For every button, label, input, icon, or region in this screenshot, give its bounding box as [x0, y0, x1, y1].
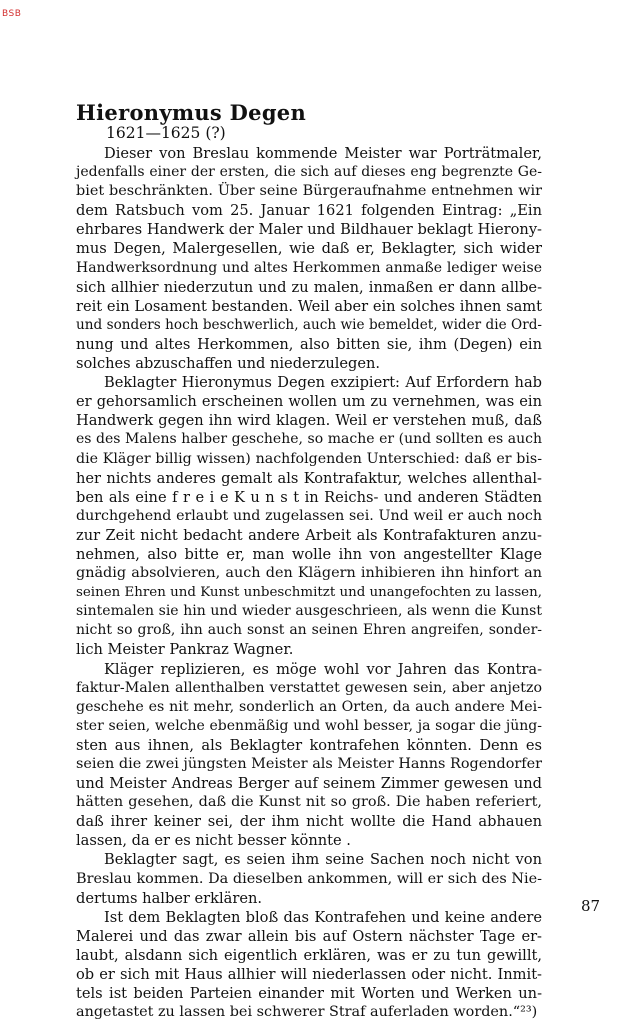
page-number: 87: [581, 897, 601, 915]
text-line: Beklagter Hieronymus Degen exzipiert: Auf Erfordern hab: [104, 374, 542, 392]
text-line: lassen, da er es nicht besser könnte .: [76, 832, 351, 850]
text-line: biet beschränkten. Über seine Bürgeraufnahme entnehmen wir: [76, 183, 542, 200]
text-line: nehmen, also bitte er, man wolle ihn von angestellter Klage: [76, 545, 542, 563]
text-line: angetastet zu lassen bei schwerer Straf auferladen worden.“²³): [76, 1004, 538, 1021]
text-line: durchgehend erlaubt und zugelassen sei. Und weil er auch noch: [76, 507, 542, 524]
text-line: gnädig absolvieren, auch den Klägern inhibieren ihn hinfort an: [76, 565, 542, 582]
text-line: geschehe es nit mehr, sonderlich an Orten, da auch andere Mei-: [76, 698, 542, 715]
text-line: Handwerksordnung und altes Herkommen anmaße lediger weise: [76, 259, 542, 276]
text-line: solches abzuschaffen und niederzulegen.: [76, 355, 381, 373]
text-line: Ist dem Beklagten bloß das Kontrafehen und keine andere: [104, 908, 542, 926]
text-line: faktur-Malen allenthalben verstattet gewesen sein, aber anjetzo: [76, 679, 542, 696]
text-line: lich Meister Pankraz Wagner.: [76, 641, 294, 659]
text-line: seinen Ehren und Kunst unbeschmitzt und unangefochten zu lassen,: [76, 585, 542, 601]
text-line: nung und altes Herkommen, also bitten sie, ihm (Degen) ein: [76, 335, 542, 353]
text-line: ob er sich mit Haus allhier will niederlassen oder nicht. Inmit-: [76, 966, 542, 984]
text-line: dem Ratsbuch vom 25. Januar 1621 folgenden Eintrag: „Ein: [76, 202, 542, 220]
section-title: Hieronymus Degen: [76, 100, 307, 125]
text-line: nicht so groß, ihn auch sonst an seinen Ehren angreifen, sonder-: [76, 622, 542, 639]
text-line: zur Zeit nicht bedacht andere Arbeit als Kontrafakturen anzu-: [76, 526, 542, 544]
text-line: er gehorsamlich erscheinen wollen um zu vernehmen, was ein: [76, 393, 542, 411]
text-line: die Kläger billig wissen) nachfolgenden Unterschied: daß er bis-: [76, 450, 542, 467]
library-watermark: BSB: [2, 9, 22, 19]
text-line: jedenfalls einer der ersten, die sich auf dieses eng begrenzte Ge-: [76, 164, 542, 181]
text-line: sich allhier niederzutun und zu malen, inmaßen er dann allbe-: [76, 278, 542, 296]
text-line: hätten gesehen, daß die Kunst nit so groß. Die haben referiert,: [76, 794, 542, 811]
text-line: ehrbares Handwerk der Maler und Bildhauer beklagt Hierony-: [76, 221, 542, 239]
text-line: tels ist beiden Parteien einander mit Worten und Werken un-: [76, 985, 542, 1003]
text-line: Handwerk gegen ihn wird klagen. Weil er verstehen muß, daß: [76, 412, 542, 430]
text-line: mus Degen, Malergesellen, wie daß er, Beklagter, sich wider: [76, 240, 542, 258]
text-line: Kläger replizieren, es möge wohl vor Jahren das Kontra-: [104, 660, 542, 678]
body-text: [76, 144, 542, 1022]
text-line: reit ein Losament bestanden. Weil aber ein solches ihnen samt: [76, 297, 542, 315]
text-line: ben als eine f r e i e K u n s t in Reichs- und anderen Städten: [76, 488, 542, 506]
text-line: sintemalen sie hin und wieder ausgeschrieen, als wenn die Kunst: [76, 603, 542, 620]
text-line: Dieser von Breslau kommende Meister war Porträtmaler,: [104, 145, 542, 162]
text-line: Beklagter sagt, es seien ihm seine Sachen noch nicht von: [104, 851, 542, 869]
text-line: sten aus ihnen, als Beklagter kontrafehen könnten. Denn es: [76, 736, 542, 754]
text-line: und Meister Andreas Berger auf seinem Zimmer gewesen und: [76, 775, 542, 793]
text-line: seien die zwei jüngsten Meister als Meister Hanns Rogendorfer: [76, 756, 542, 772]
text-line: laubt, alsdann sich eigentlich erklären, was er zu tun gewillt,: [76, 946, 542, 964]
text-line: Breslau kommen. Da dieselben ankommen, will er sich des Nie-: [76, 870, 542, 887]
text-line: es des Malens halber geschehe, so mache er (und sollten es auch: [76, 431, 542, 448]
text-line: dertums halber erklären.: [76, 889, 263, 907]
text-line: ster seien, welche ebenmäßig und wohl besser, ja sogar die jüng-: [76, 717, 542, 734]
text-line: daß ihrer keiner sei, der ihm nicht wollte die Hand abhauen: [76, 813, 542, 831]
text-line: her nichts anderes gemalt als Kontrafaktur, welches allenthal-: [76, 469, 542, 487]
section-dates: 1621—1625 (?): [106, 124, 226, 142]
text-line: und sonders hoch beschwerlich, auch wie bemeldet, wider die Ord-: [76, 316, 542, 333]
text-line: Malerei und das zwar allein bis auf Ostern nächster Tage er-: [76, 927, 542, 945]
